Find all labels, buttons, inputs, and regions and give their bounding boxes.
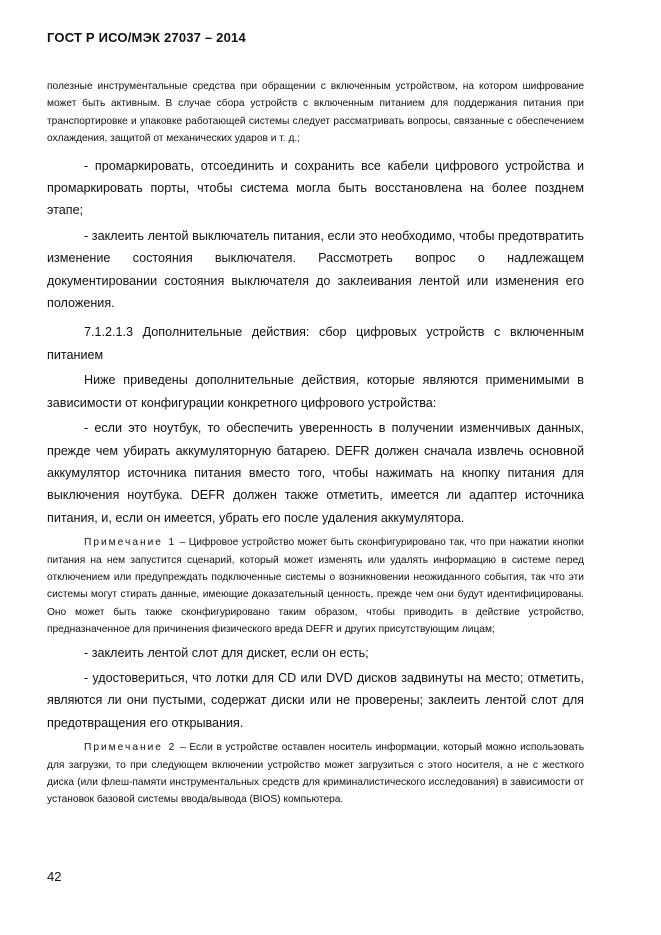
document-header: ГОСТ Р ИСО/МЭК 27037 – 2014 [47, 30, 246, 45]
section-heading-7-1-2-1-3: 7.1.2.1.3 Дополнительные действия: сбор цифровых устройств с включенным питанием [47, 325, 584, 362]
list-item-tape-power-switch: - заклеить лентой выключатель питания, если это необходимо, чтобы предотвратить изменение состояния выключателя. Рассмотреть вопрос о надлежащем документировании состояния выключателя до заклеивания лентой или изменения его положения. [47, 228, 584, 311]
note-2-text: – Если в устройстве оставлен носитель информации, который можно использовать для загрузки, то при следующем включении устройство может загрузиться с этого носителя, а не с жесткого диска (или флеш-памяти инструментальных средств для криминалистического исследования) в зависимости от установок базовой системы ввода/вывода (BIOS) компьютера. [47, 742, 584, 806]
note-1 [47, 534, 584, 638]
note-2 [47, 739, 584, 809]
list-item-floppy-slot: - заклеить лентой слот для дискет, если он есть; [84, 645, 369, 660]
list-item-label-cables: - промаркировать, отсоединить и сохранить все кабели цифрового устройства и промаркировать порты, чтобы система могла быть восстановлена на более позднем этапе; [47, 158, 584, 218]
page-content [47, 78, 584, 809]
note-1-label: Примечание 1 [84, 537, 177, 549]
page-number: 42 [47, 869, 62, 884]
list-item-cd-dvd-trays: - удостовериться, что лотки для CD или DVD дисков задвинуты на место; отметить, являются ли они пустыми, содержат диски или не проверены; заклеить лентой слот для предотвращения его открывания. [47, 670, 584, 730]
paragraph-intro: Ниже приведены дополнительные действия, которые являются применимыми в зависимости от конфигурации конкретного цифрового устройства: [47, 373, 584, 410]
list-item-laptop: - если это ноутбук, то обеспечить уверенность в получении изменчивых данных, прежде чем убирать аккумуляторную батарею. DEFR должен сначала извлечь основной аккумулятор источника питания вместо того, чтобы нажимать на кнопку питания для выключения ноутбука. DEFR должен также отметить, имеется ли адаптер источника питания, и, если он имеется, убрать его после удаления аккумулятора. [47, 421, 584, 525]
note-1-text: – Цифровое устройство может быть сконфигурировано так, что при нажатии кнопки питания на нем запустится сценарий, который может изменять или удалять информацию в системе перед отключением или предупреждать подключенные системы о возникновении неожиданного события, так что эти системы могут стирать данные, имеющие доказательный ценность, прежде чем они будут идентифицированы. Оно может быть также сконфигурировано таким образом, чтобы приводить в действие устройство, предназначенное для причинения физического вреда DEFR и других присутствующим лицам; [47, 537, 584, 636]
note-2-label: Примечание 2 [84, 742, 177, 754]
paragraph-continuation: полезные инструментальные средства при обращении с включенным устройством, на котором шифрование может быть активным. В случае сбора устройств с включенным питанием для поддержания питания при транспортировке и упаковке работающей системы следует рассматривать вопросы, связанные с обеспечением охлаждения, защитой от механических ударов и т. д.; [47, 81, 584, 145]
